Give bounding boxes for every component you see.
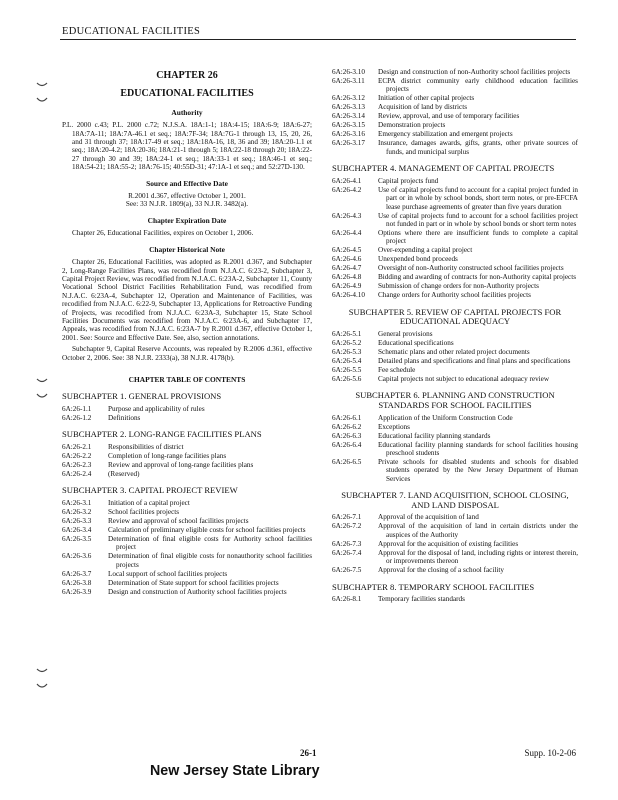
section-title: Detailed plans and specifications and final plans and specifications — [378, 357, 571, 366]
subchapter-heading: SUBCHAPTER 5. REVIEW OF CAPITAL PROJECTS FOR EDUCATIONAL ADEQUACY — [348, 306, 562, 327]
section-number: 6A:26-5.4 — [332, 357, 362, 366]
section-number: 6A:26-3.15 — [332, 121, 365, 130]
section-title: Over-expending a capital project — [378, 246, 473, 255]
section-number: 6A:26-2.2 — [62, 451, 92, 460]
section-number: 6A:26-5.6 — [332, 375, 362, 384]
toc-entry — [332, 441, 578, 458]
section-title: Submission of change orders for non-Authority projects — [378, 282, 539, 291]
subchapter-heading: SUBCHAPTER 7. LAND ACQUISITION, SCHOOL CLOSING, AND LAND DISPOSAL — [341, 490, 569, 510]
section-title: Application of the Uniform Construction Code — [378, 413, 513, 422]
section-number: 6A:26-3.9 — [62, 587, 92, 596]
toc-entry — [332, 540, 578, 548]
toc-entry — [62, 414, 312, 422]
section-number: 6A:26-6.4 — [332, 440, 362, 449]
section-title: Use of capital projects fund to account for a capital project funded in part or in whole by school bonds, short term notes, or pre-EFCFA lease purchase agreements of greater than five years duration — [378, 185, 578, 211]
toc-entry — [62, 508, 312, 516]
section-title: Exceptions — [378, 422, 410, 431]
toc-entry — [332, 595, 578, 603]
toc-entry — [332, 423, 578, 431]
toc-entry — [332, 291, 578, 299]
section-number: 6A:26-4.1 — [332, 176, 362, 185]
source-line: See: 33 N.J.R. 1809(a), 33 N.J.R. 3482(a). — [125, 200, 249, 209]
toc-entry — [332, 246, 578, 254]
toc-entry — [332, 513, 578, 521]
section-title: Emergency stabilization and emergent projects — [378, 130, 513, 139]
section-title: Initiation of other capital projects — [378, 94, 475, 103]
punch-hole-mark — [36, 666, 48, 690]
section-title: Educational facility planning standards for school facilities housing preschool students — [378, 440, 578, 458]
toc-entry — [332, 77, 578, 94]
section-number: 6A:26-3.7 — [62, 569, 92, 578]
section-title: Approval for the disposal of land, including rights or interest therein, or improvements thereon — [378, 548, 578, 566]
section-number: 6A:26-4.3 — [332, 211, 362, 220]
toc-entry — [332, 264, 578, 272]
toc-entry — [332, 414, 578, 422]
expiration-heading: Chapter Expiration Date — [147, 215, 227, 225]
section-number: 6A:26-5.2 — [332, 339, 362, 348]
toc-entry — [62, 588, 312, 596]
header-rule — [60, 39, 576, 40]
toc-entry — [332, 186, 578, 211]
section-number: 6A:26-6.3 — [332, 431, 362, 440]
section-title: Temporary facilities standards — [378, 595, 465, 604]
section-title: Review and approval of school facilities projects — [108, 516, 249, 525]
toc-entry — [62, 452, 312, 460]
toc-left-sections — [62, 392, 312, 596]
toc-entry — [62, 405, 312, 413]
section-number: 6A:26-7.4 — [332, 548, 362, 557]
section-number: 6A:26-6.1 — [332, 413, 362, 422]
toc-entry — [332, 522, 578, 539]
section-title: Capital projects fund — [378, 176, 439, 185]
toc-entry — [332, 375, 578, 383]
section-number: 6A:26-3.3 — [62, 516, 92, 525]
toc-entry — [62, 499, 312, 507]
toc-heading: CHAPTER TABLE OF CONTENTS — [128, 374, 246, 384]
history-heading: Chapter Historical Note — [149, 244, 225, 254]
punch-hole-mark — [36, 376, 48, 400]
toc-entry — [62, 535, 312, 552]
section-number: 6A:26-7.1 — [332, 513, 362, 522]
history-paragraph: Chapter 26, Educational Facilities, was adopted as R.2001 d.367, and Subchapter 2, Long-Range Facilities Plans, was recodified from N.J.A.C. 6:23-2, Subchapter 3, Capital Project Review, was recodified from N.J.A.C. 6:23A-2, Subchapter 11, County Vocational School District Facilities Rehabilitation Fund, was recodified from N.J.A.C. 6:23A-4, Subchapter 12, Operation and Maintenance of Facilities, was recodified from N.J.A.C. 6:22-9, Subchapter 13, Applications for Retroactive Funding of Projects, was recodified from N.J.A.C. 6:23A-3, Subchapter 15, State School Facilities Documents was recodified from N.J.A.C. 6:23A-6, and Subchapter 17, Appeals, was recodified from N.J.A.C. 6:23A-7 by R.2001 d.367, effective October 1, 2001. See: Source and Effective Date. See, also, section annotations. — [62, 258, 312, 342]
toc-entry — [332, 330, 578, 338]
toc-entry — [332, 432, 578, 440]
section-title: Private schools for disabled students and schools for disabled students operated by the New Jersey Department of Human Services — [378, 458, 578, 483]
source-line: R.2001 d.367, effective October 1, 2001. — [128, 192, 246, 201]
section-number: 6A:26-3.12 — [332, 94, 365, 103]
toc-entry — [62, 470, 312, 478]
toc-entry — [332, 103, 578, 111]
section-number: 6A:26-5.5 — [332, 366, 362, 375]
section-number: 6A:26-2.4 — [62, 469, 92, 478]
section-number: 6A:26-4.2 — [332, 185, 362, 194]
section-title: Purpose and applicability of rules — [108, 404, 205, 413]
section-number: 6A:26-3.8 — [62, 578, 92, 587]
section-number: 6A:26-4.7 — [332, 264, 362, 273]
section-title: Capital projects not subject to educational adequacy review — [378, 375, 550, 384]
section-title: Fee schedule — [378, 366, 416, 375]
expiration-text: Chapter 26, Educational Facilities, expires on October 1, 2006. — [72, 229, 254, 238]
section-title: Approval for the closing of a school facility — [378, 566, 504, 575]
section-number: 6A:26-3.4 — [62, 525, 92, 534]
section-title: Calculation of preliminary eligible costs for school facilities projects — [108, 525, 306, 534]
toc-entry — [332, 112, 578, 120]
toc-entry — [332, 255, 578, 263]
toc-entry — [62, 461, 312, 469]
section-title: Determination of State support for school facilities projects — [108, 578, 279, 587]
section-title: Change orders for Authority school facilities projects — [378, 291, 531, 300]
toc-entry — [62, 552, 312, 569]
section-title: Insurance, damages awards, gifts, grants, other private sources of funds, and municipal surplus — [378, 139, 578, 156]
toc-entry — [332, 273, 578, 281]
section-title: Schematic plans and other related project documents — [378, 348, 530, 357]
section-title: Review and approval of long-range facilities plans — [108, 460, 254, 469]
section-number: 6A:26-4.10 — [332, 291, 365, 300]
toc-entry — [332, 212, 578, 229]
toc-entry — [332, 458, 578, 483]
toc-entry — [332, 68, 578, 76]
toc-entry — [332, 139, 578, 156]
toc-entry — [332, 177, 578, 185]
subchapter-heading: SUBCHAPTER 6. PLANNING AND CONSTRUCTION STANDARDS FOR SCHOOL FACILITIES — [355, 390, 555, 411]
page-number: 26-1 — [300, 748, 317, 758]
section-title: Bidding and awarding of contracts for non-Authority capital projects — [378, 273, 577, 282]
authority-text: P.L. 2000 c.43; P.L. 2000 c.72; N.J.S.A. 18A:1-1; 18A:4-15; 18A:6-9; 18A:6-27; 18A:7A-11; 18A:7A-46.1 et seq.; 18A:7F-34; 18A:7G-1 through 13, 15, 20, 26, and 31 through 37; 18A:17-49 et seq.; 18A:18A-16, 18, 36 and 39; 18A:20-1.1 et seq.; 18A:20-4.2; 18A:20-36; 18A:21-1 through 5; 18A:22-18 through 20; 18A:22-27 through 30 and 39; 18A:24-1 et seq.; 18A:33-1 et seq.; 18A:46-1 et seq.; 18A:54-21; 18A:55-2; 18A:76-15; 40:55D-31; 47:1A-1 et seq.; and 52:27D-130. — [62, 121, 312, 172]
toc-entry — [332, 357, 578, 365]
section-number: 6A:26-4.5 — [332, 246, 362, 255]
section-number: 6A:26-3.2 — [62, 507, 92, 516]
section-number: 6A:26-1.2 — [62, 413, 92, 422]
toc-entry — [332, 566, 578, 574]
section-title: Determination of final eligible costs for nonauthority school facilities projects — [108, 552, 312, 569]
section-number: 6A:26-4.6 — [332, 255, 362, 264]
section-number: 6A:26-3.6 — [62, 552, 92, 561]
section-number: 6A:26-3.11 — [332, 77, 365, 85]
library-stamp: New Jersey State Library — [150, 762, 320, 779]
section-title: Completion of long-range facilities plans — [108, 451, 227, 460]
section-title: Demonstration projects — [378, 121, 446, 130]
toc-entry — [62, 443, 312, 451]
toc-entry — [62, 579, 312, 587]
section-title: (Reserved) — [108, 469, 140, 478]
section-title: Acquisition of land by districts — [378, 103, 468, 112]
toc-entry — [332, 549, 578, 566]
toc-entry — [332, 348, 578, 356]
section-number: 6A:26-2.1 — [62, 442, 92, 451]
section-title: Review, approval, and use of temporary facilities — [378, 112, 520, 121]
section-number: 6A:26-3.13 — [332, 103, 365, 112]
toc-entry — [332, 282, 578, 290]
section-number: 6A:26-5.3 — [332, 348, 362, 357]
section-title: General provisions — [378, 330, 433, 339]
toc-entry — [62, 517, 312, 525]
source-heading: Source and Effective Date — [146, 178, 228, 188]
running-head: EDUCATIONAL FACILITIES — [62, 26, 201, 37]
chapter-number: CHAPTER 26 — [156, 70, 218, 81]
section-title: Educational facility planning standards — [378, 431, 491, 440]
section-number: 6A:26-6.5 — [332, 458, 362, 467]
subchapter-heading: SUBCHAPTER 8. TEMPORARY SCHOOL FACILITIES — [332, 581, 535, 592]
section-title: Unexpended bond proceeds — [378, 255, 458, 264]
section-number: 6A:26-2.3 — [62, 460, 92, 469]
toc-lead-entries — [332, 68, 578, 156]
section-number: 6A:26-4.8 — [332, 273, 362, 282]
section-title: Options where there are insufficient funds to complete a capital project — [378, 229, 578, 246]
section-number: 6A:26-4.9 — [332, 282, 362, 291]
section-number: 6A:26-3.5 — [62, 534, 92, 543]
section-number: 6A:26-5.1 — [332, 330, 362, 339]
right-column — [332, 68, 578, 604]
toc-entry — [332, 94, 578, 102]
section-title: Educational specifications — [378, 339, 454, 348]
section-title: Approval of the acquisition of land in certain districts under the auspices of the Authority — [378, 522, 578, 539]
section-number: 6A:26-7.5 — [332, 566, 362, 575]
section-number: 6A:26-3.16 — [332, 130, 365, 139]
section-number: 6A:26-6.2 — [332, 422, 362, 431]
section-title: Definitions — [108, 413, 141, 422]
section-title: Approval of the acquisition of land — [378, 513, 479, 522]
section-title: Design and construction of Authority school facilities projects — [108, 587, 287, 596]
section-number: 6A:26-3.1 — [62, 498, 92, 507]
supplement-date: Supp. 10-2-06 — [524, 748, 576, 758]
subchapter-heading: SUBCHAPTER 4. MANAGEMENT OF CAPITAL PROJECTS — [332, 163, 555, 174]
toc-entry — [332, 339, 578, 347]
section-title: Oversight of non-Authority constructed school facilities projects — [378, 264, 564, 273]
section-title: Use of capital projects fund to account for a school facilities project not funded in part or in whole by school bonds or short term notes — [378, 211, 578, 229]
toc-entry — [332, 229, 578, 246]
toc-entry — [332, 366, 578, 374]
authority-heading: Authority — [171, 107, 203, 117]
section-number: 6A:26-3.17 — [332, 139, 365, 148]
section-number: 6A:26-8.1 — [332, 595, 362, 604]
punch-hole-mark — [36, 80, 48, 104]
section-number: 6A:26-7.2 — [332, 522, 362, 531]
chapter-title: EDUCATIONAL FACILITIES — [120, 88, 254, 100]
subchapter-heading: SUBCHAPTER 2. LONG-RANGE FACILITIES PLANS — [62, 429, 262, 440]
section-title: Responsibilities of district — [108, 442, 184, 451]
section-title: Design and construction of non-Authority school facilities projects — [378, 68, 571, 76]
subchapter-heading: SUBCHAPTER 3. CAPITAL PROJECT REVIEW — [62, 485, 238, 496]
section-title: School facilities projects — [108, 507, 180, 516]
toc-entry — [62, 570, 312, 578]
section-title: Local support of school facilities projects — [108, 569, 228, 578]
subchapter-heading: SUBCHAPTER 1. GENERAL PROVISIONS — [62, 391, 222, 402]
section-number: 6A:26-4.4 — [332, 229, 362, 238]
left-column — [62, 68, 312, 597]
toc-right-sections — [332, 164, 578, 603]
toc-entry — [62, 526, 312, 534]
section-title: Approval for the acquisition of existing facilities — [378, 539, 519, 548]
toc-entry — [332, 130, 578, 138]
section-number: 6A:26-1.1 — [62, 404, 92, 413]
section-title: Determination of final eligible costs for Authority school facilities project — [108, 534, 312, 552]
toc-entry — [332, 121, 578, 129]
section-number: 6A:26-3.14 — [332, 112, 365, 121]
section-number: 6A:26-3.10 — [332, 68, 365, 76]
section-title: Initiation of a capital project — [108, 498, 190, 507]
section-title: ECPA district community early childhood education facilities projects — [378, 77, 578, 94]
history-paragraph: Subchapter 9, Capital Reserve Accounts, was repealed by R.2006 d.361, effective October 2, 2006. See: 38 N.J.R. 2333(a), 38 N.J.R. 4178(b). — [62, 345, 312, 362]
section-number: 6A:26-7.3 — [332, 539, 362, 548]
